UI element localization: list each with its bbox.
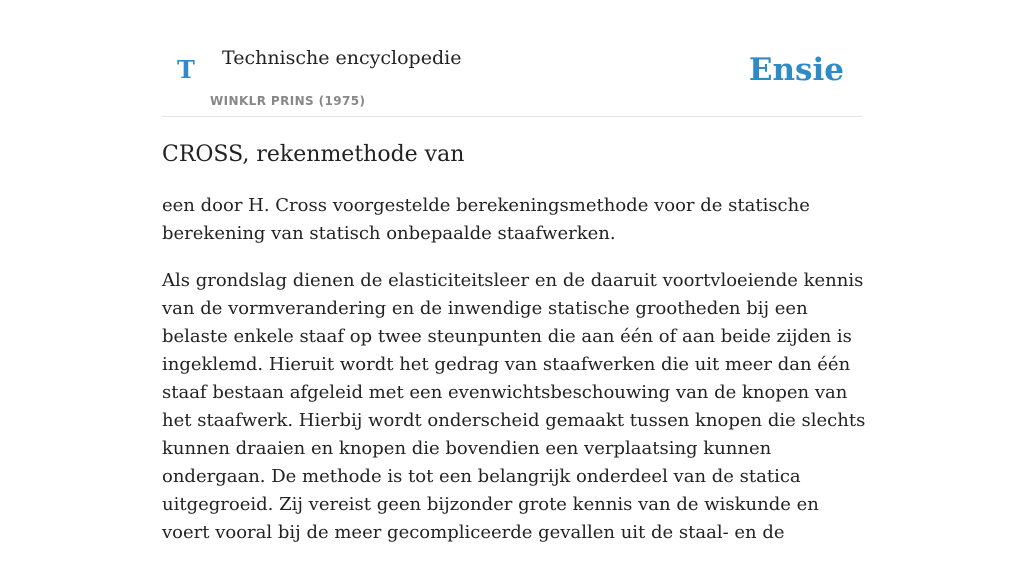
entry-paragraph-1: een door H. Cross voorgestelde berekeningsmethode voor de statische berekening van statisch onbepaalde staafwerken. bbox=[162, 195, 810, 244]
entry-paragraph-2: Als grondslag dienen de elasticiteitsleer en de daaruit voortvloeiende kennis van de vormverandering en de inwendige statische grootheden bij een belaste enkele staaf op twee steunpunten die aan één of aan beide zijden is ingeklemd. Hieruit wordt het gedrag van staafwerken die uit meer dan één staaf bestaan afgeleid met een evenwichtsbeschouwing van de knopen van het staafwerk. Hierbij wordt onderscheid gemaakt tussen knopen die slechts kunnen draaien en knopen die bovendien een verplaatsing kunnen ondergaan. De methode is tot een belangrijk onderdeel van de statica uitgegroeid. Zij vereist geen bijzonder grote kennis van de wiskunde en voert vooral bij de meer gecompliceerde gevallen uit de staal- en de bbox=[162, 270, 866, 543]
book-title-link[interactable]: Technische encyclopedie bbox=[222, 47, 462, 69]
source-label: WINKLR PRINS (1975) bbox=[210, 94, 366, 108]
entry-body bbox=[162, 192, 870, 566]
entry-title: CROSS, rekenmethode van bbox=[162, 142, 465, 167]
brand-logo[interactable]: Ensie bbox=[748, 52, 844, 88]
book-logo-icon[interactable]: T bbox=[177, 55, 195, 84]
header bbox=[162, 0, 862, 117]
